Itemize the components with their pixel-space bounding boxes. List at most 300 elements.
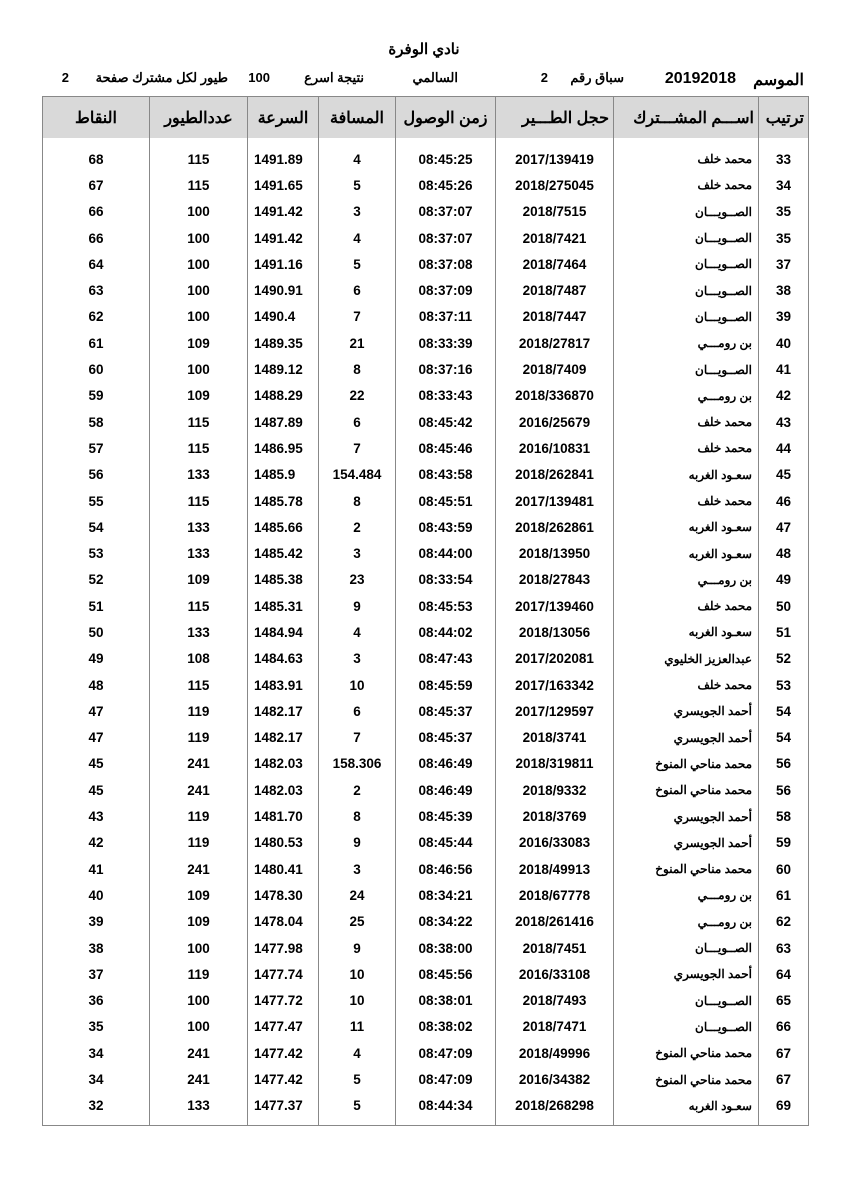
cell-speed: 1485.31	[248, 593, 319, 619]
cell-distance: 7	[319, 435, 396, 461]
cell-rank: 44	[759, 435, 809, 461]
cell-distance: 3	[319, 856, 396, 882]
cell-ring-number: 2018/262841	[496, 462, 614, 488]
season-label: الموسم	[753, 72, 804, 89]
cell-points: 50	[43, 619, 150, 645]
cell-speed: 1482.17	[248, 698, 319, 724]
cell-bird-count: 100	[150, 277, 248, 303]
table-row	[43, 277, 809, 303]
table-row	[43, 1014, 809, 1040]
cell-points: 58	[43, 409, 150, 435]
table-row	[43, 251, 809, 277]
cell-ring-number: 2018/261416	[496, 909, 614, 935]
cell-rank: 34	[759, 172, 809, 198]
cell-rank: 39	[759, 304, 809, 330]
cell-arrival-time: 08:45:44	[396, 830, 496, 856]
cell-points: 36	[43, 988, 150, 1014]
cell-member-name: الصــويـــان	[614, 304, 759, 330]
cell-speed: 1482.17	[248, 725, 319, 751]
cell-points: 38	[43, 935, 150, 961]
cell-rank: 58	[759, 803, 809, 829]
cell-rank: 59	[759, 830, 809, 856]
cell-distance: 3	[319, 199, 396, 225]
table-row	[43, 672, 809, 698]
cell-ring-number: 2018/13950	[496, 540, 614, 566]
cell-arrival-time: 08:45:37	[396, 725, 496, 751]
table-row	[43, 882, 809, 908]
cell-points: 34	[43, 1040, 150, 1066]
cell-rank: 56	[759, 751, 809, 777]
cell-rank: 63	[759, 935, 809, 961]
cell-member-name: محمد مناحي المنوخ	[614, 751, 759, 777]
cell-bird-count: 133	[150, 540, 248, 566]
cell-distance: 3	[319, 646, 396, 672]
cell-bird-count: 109	[150, 909, 248, 935]
cell-arrival-time: 08:44:34	[396, 1093, 496, 1126]
cell-arrival-time: 08:38:00	[396, 935, 496, 961]
cell-rank: 51	[759, 619, 809, 645]
cell-points: 49	[43, 646, 150, 672]
cell-distance: 154.484	[319, 462, 396, 488]
cell-rank: 62	[759, 909, 809, 935]
cell-bird-count: 100	[150, 225, 248, 251]
cell-member-name: الصــويـــان	[614, 1014, 759, 1040]
cell-distance: 6	[319, 277, 396, 303]
cell-rank: 48	[759, 540, 809, 566]
cell-speed: 1488.29	[248, 383, 319, 409]
cell-points: 37	[43, 961, 150, 987]
cell-arrival-time: 08:45:39	[396, 803, 496, 829]
cell-points: 61	[43, 330, 150, 356]
cell-ring-number: 2018/262861	[496, 514, 614, 540]
cell-ring-number: 2018/319811	[496, 751, 614, 777]
page-number: 2	[61, 70, 69, 85]
cell-distance: 6	[319, 409, 396, 435]
club-title: نادي الوفرة	[388, 41, 460, 58]
cell-distance: 10	[319, 672, 396, 698]
cell-ring-number: 2018/7421	[496, 225, 614, 251]
cell-speed: 1491.89	[248, 138, 319, 172]
table-row	[43, 383, 809, 409]
cell-bird-count: 100	[150, 988, 248, 1014]
cell-arrival-time: 08:37:16	[396, 356, 496, 382]
cell-distance: 6	[319, 698, 396, 724]
cell-rank: 69	[759, 1093, 809, 1126]
cell-arrival-time: 08:47:09	[396, 1066, 496, 1092]
race-number: 2	[540, 70, 548, 85]
cell-ring-number: 2018/7493	[496, 988, 614, 1014]
cell-member-name: محمد خلف	[614, 138, 759, 172]
result-label: نتيجة اسرع	[304, 70, 364, 85]
cell-speed: 1490.4	[248, 304, 319, 330]
cell-speed: 1481.70	[248, 803, 319, 829]
cell-distance: 9	[319, 935, 396, 961]
cell-distance: 4	[319, 138, 396, 172]
cell-member-name: أحمد الجويسري	[614, 961, 759, 987]
cell-points: 59	[43, 383, 150, 409]
cell-points: 68	[43, 138, 150, 172]
cell-member-name: الصــويـــان	[614, 251, 759, 277]
cell-arrival-time: 08:47:43	[396, 646, 496, 672]
cell-bird-count: 115	[150, 138, 248, 172]
cell-ring-number: 2018/3769	[496, 803, 614, 829]
cell-ring-number: 2016/33083	[496, 830, 614, 856]
table-row	[43, 935, 809, 961]
cell-rank: 52	[759, 646, 809, 672]
cell-speed: 1491.42	[248, 199, 319, 225]
cell-bird-count: 115	[150, 593, 248, 619]
cell-ring-number: 2017/139460	[496, 593, 614, 619]
cell-points: 62	[43, 304, 150, 330]
table-row	[43, 988, 809, 1014]
cell-rank: 47	[759, 514, 809, 540]
cell-bird-count: 100	[150, 356, 248, 382]
table-row	[43, 540, 809, 566]
cell-member-name: محمد خلف	[614, 593, 759, 619]
table-row	[43, 830, 809, 856]
cell-speed: 1485.9	[248, 462, 319, 488]
cell-distance: 8	[319, 488, 396, 514]
cell-speed: 1477.42	[248, 1066, 319, 1092]
cell-arrival-time: 08:38:02	[396, 1014, 496, 1040]
cell-distance: 158.306	[319, 751, 396, 777]
cell-bird-count: 115	[150, 409, 248, 435]
table-row	[43, 593, 809, 619]
table-row	[43, 856, 809, 882]
cell-speed: 1477.37	[248, 1093, 319, 1126]
cell-distance: 23	[319, 567, 396, 593]
cell-speed: 1485.38	[248, 567, 319, 593]
cell-member-name: محمد خلف	[614, 488, 759, 514]
cell-member-name: بن رومـــي	[614, 882, 759, 908]
cell-distance: 2	[319, 777, 396, 803]
birds-per-member-label: طيور لكل مشترك صفحة	[95, 70, 228, 85]
cell-rank: 53	[759, 672, 809, 698]
cell-bird-count: 115	[150, 435, 248, 461]
race-info-line	[44, 70, 804, 90]
cell-distance: 3	[319, 540, 396, 566]
race-location: السالمي	[412, 70, 458, 85]
cell-bird-count: 119	[150, 698, 248, 724]
cell-rank: 67	[759, 1066, 809, 1092]
season-value: 20192018	[664, 70, 736, 87]
cell-speed: 1483.91	[248, 672, 319, 698]
cell-distance: 8	[319, 356, 396, 382]
cell-rank: 33	[759, 138, 809, 172]
table-row	[43, 567, 809, 593]
cell-speed: 1484.63	[248, 646, 319, 672]
cell-points: 47	[43, 725, 150, 751]
cell-arrival-time: 08:45:59	[396, 672, 496, 698]
cell-member-name: سعـود الغربه	[614, 540, 759, 566]
cell-member-name: محمد خلف	[614, 435, 759, 461]
cell-member-name: سعـود الغربه	[614, 514, 759, 540]
cell-distance: 4	[319, 619, 396, 645]
table-row	[43, 225, 809, 251]
cell-speed: 1489.12	[248, 356, 319, 382]
cell-bird-count: 109	[150, 567, 248, 593]
cell-bird-count: 241	[150, 856, 248, 882]
col-header-member: اســـم المشـــترك	[614, 97, 759, 139]
cell-points: 63	[43, 277, 150, 303]
col-header-rank: ترتيب	[759, 97, 809, 139]
cell-arrival-time: 08:46:49	[396, 777, 496, 803]
result-count: 100	[248, 70, 270, 85]
cell-ring-number: 2018/7409	[496, 356, 614, 382]
cell-ring-number: 2016/33108	[496, 961, 614, 987]
cell-speed: 1489.35	[248, 330, 319, 356]
cell-ring-number: 2018/7447	[496, 304, 614, 330]
cell-ring-number: 2017/163342	[496, 672, 614, 698]
cell-member-name: سعـود الغربه	[614, 619, 759, 645]
cell-bird-count: 119	[150, 725, 248, 751]
cell-member-name: أحمد الجويسري	[614, 698, 759, 724]
cell-rank: 43	[759, 409, 809, 435]
cell-arrival-time: 08:45:51	[396, 488, 496, 514]
cell-member-name: محمد خلف	[614, 172, 759, 198]
cell-ring-number: 2017/202081	[496, 646, 614, 672]
cell-arrival-time: 08:44:00	[396, 540, 496, 566]
cell-distance: 4	[319, 225, 396, 251]
cell-points: 40	[43, 882, 150, 908]
table-row	[43, 777, 809, 803]
race-label: سباق رقم	[570, 70, 624, 85]
table-row	[43, 330, 809, 356]
cell-points: 67	[43, 172, 150, 198]
cell-bird-count: 108	[150, 646, 248, 672]
cell-member-name: الصــويـــان	[614, 225, 759, 251]
cell-speed: 1485.78	[248, 488, 319, 514]
cell-member-name: أحمد الجويسري	[614, 830, 759, 856]
table-row	[43, 304, 809, 330]
cell-member-name: الصــويـــان	[614, 988, 759, 1014]
col-header-points: النقاط	[43, 97, 150, 139]
cell-points: 66	[43, 199, 150, 225]
cell-points: 64	[43, 251, 150, 277]
cell-rank: 67	[759, 1040, 809, 1066]
cell-points: 55	[43, 488, 150, 514]
cell-rank: 42	[759, 383, 809, 409]
cell-arrival-time: 08:34:22	[396, 909, 496, 935]
cell-bird-count: 115	[150, 672, 248, 698]
cell-points: 51	[43, 593, 150, 619]
cell-bird-count: 241	[150, 1040, 248, 1066]
cell-points: 47	[43, 698, 150, 724]
cell-arrival-time: 08:37:09	[396, 277, 496, 303]
table-row	[43, 725, 809, 751]
cell-distance: 7	[319, 304, 396, 330]
cell-rank: 35	[759, 225, 809, 251]
cell-distance: 8	[319, 803, 396, 829]
cell-speed: 1480.53	[248, 830, 319, 856]
cell-distance: 5	[319, 1093, 396, 1126]
cell-arrival-time: 08:37:07	[396, 225, 496, 251]
cell-speed: 1480.41	[248, 856, 319, 882]
cell-rank: 65	[759, 988, 809, 1014]
cell-ring-number: 2017/129597	[496, 698, 614, 724]
cell-points: 45	[43, 777, 150, 803]
cell-distance: 5	[319, 251, 396, 277]
cell-distance: 22	[319, 383, 396, 409]
cell-speed: 1482.03	[248, 751, 319, 777]
cell-rank: 54	[759, 725, 809, 751]
cell-arrival-time: 08:46:56	[396, 856, 496, 882]
cell-bird-count: 119	[150, 830, 248, 856]
cell-member-name: بن رومـــي	[614, 909, 759, 935]
cell-rank: 41	[759, 356, 809, 382]
cell-arrival-time: 08:44:02	[396, 619, 496, 645]
cell-bird-count: 100	[150, 199, 248, 225]
cell-speed: 1491.16	[248, 251, 319, 277]
cell-bird-count: 241	[150, 1066, 248, 1092]
cell-distance: 4	[319, 1040, 396, 1066]
cell-ring-number: 2016/25679	[496, 409, 614, 435]
cell-member-name: عبدالعزيز الخليوي	[614, 646, 759, 672]
cell-member-name: بن رومـــي	[614, 330, 759, 356]
cell-ring-number: 2018/49913	[496, 856, 614, 882]
table-row	[43, 514, 809, 540]
cell-arrival-time: 08:37:07	[396, 199, 496, 225]
cell-speed: 1490.91	[248, 277, 319, 303]
cell-arrival-time: 08:45:42	[396, 409, 496, 435]
col-header-distance: المسافة	[319, 97, 396, 139]
cell-ring-number: 2018/7464	[496, 251, 614, 277]
cell-rank: 50	[759, 593, 809, 619]
cell-distance: 5	[319, 172, 396, 198]
cell-member-name: محمد خلف	[614, 672, 759, 698]
cell-bird-count: 109	[150, 383, 248, 409]
cell-bird-count: 133	[150, 514, 248, 540]
cell-points: 52	[43, 567, 150, 593]
cell-rank: 46	[759, 488, 809, 514]
cell-distance: 2	[319, 514, 396, 540]
cell-ring-number: 2018/67778	[496, 882, 614, 908]
table-row	[43, 1040, 809, 1066]
cell-ring-number: 2018/7471	[496, 1014, 614, 1040]
cell-speed: 1477.98	[248, 935, 319, 961]
cell-ring-number: 2018/7487	[496, 277, 614, 303]
cell-ring-number: 2016/10831	[496, 435, 614, 461]
cell-arrival-time: 08:33:39	[396, 330, 496, 356]
cell-bird-count: 100	[150, 304, 248, 330]
table-row	[43, 462, 809, 488]
cell-bird-count: 241	[150, 777, 248, 803]
cell-member-name: محمد خلف	[614, 409, 759, 435]
cell-speed: 1485.66	[248, 514, 319, 540]
cell-points: 34	[43, 1066, 150, 1092]
table-row	[43, 909, 809, 935]
cell-distance: 21	[319, 330, 396, 356]
cell-distance: 7	[319, 725, 396, 751]
cell-arrival-time: 08:45:25	[396, 138, 496, 172]
cell-bird-count: 119	[150, 961, 248, 987]
cell-distance: 10	[319, 961, 396, 987]
table-row	[43, 646, 809, 672]
cell-bird-count: 133	[150, 462, 248, 488]
cell-arrival-time: 08:33:43	[396, 383, 496, 409]
cell-rank: 64	[759, 961, 809, 987]
cell-arrival-time: 08:43:59	[396, 514, 496, 540]
table-row	[43, 199, 809, 225]
cell-bird-count: 133	[150, 619, 248, 645]
table-row	[43, 1066, 809, 1092]
cell-points: 45	[43, 751, 150, 777]
cell-points: 53	[43, 540, 150, 566]
cell-ring-number: 2018/13056	[496, 619, 614, 645]
cell-distance: 25	[319, 909, 396, 935]
cell-distance: 5	[319, 1066, 396, 1092]
cell-distance: 10	[319, 988, 396, 1014]
cell-bird-count: 100	[150, 1014, 248, 1040]
cell-points: 42	[43, 830, 150, 856]
cell-arrival-time: 08:33:54	[396, 567, 496, 593]
cell-bird-count: 119	[150, 803, 248, 829]
cell-speed: 1487.89	[248, 409, 319, 435]
cell-speed: 1482.03	[248, 777, 319, 803]
cell-rank: 37	[759, 251, 809, 277]
table-row	[43, 356, 809, 382]
cell-ring-number: 2018/336870	[496, 383, 614, 409]
cell-arrival-time: 08:38:01	[396, 988, 496, 1014]
cell-arrival-time: 08:43:58	[396, 462, 496, 488]
table-row	[43, 138, 809, 172]
cell-distance: 9	[319, 593, 396, 619]
cell-points: 66	[43, 225, 150, 251]
cell-distance: 24	[319, 882, 396, 908]
cell-member-name: الصــويـــان	[614, 356, 759, 382]
cell-speed: 1477.42	[248, 1040, 319, 1066]
cell-bird-count: 241	[150, 751, 248, 777]
cell-ring-number: 2018/7515	[496, 199, 614, 225]
cell-points: 56	[43, 462, 150, 488]
cell-points: 54	[43, 514, 150, 540]
cell-member-name: محمد مناحي المنوخ	[614, 856, 759, 882]
cell-speed: 1491.42	[248, 225, 319, 251]
cell-member-name: محمد مناحي المنوخ	[614, 777, 759, 803]
cell-ring-number: 2017/139419	[496, 138, 614, 172]
cell-distance: 9	[319, 830, 396, 856]
cell-speed: 1478.04	[248, 909, 319, 935]
cell-bird-count: 133	[150, 1093, 248, 1126]
cell-rank: 60	[759, 856, 809, 882]
cell-rank: 54	[759, 698, 809, 724]
cell-bird-count: 100	[150, 251, 248, 277]
cell-bird-count: 115	[150, 488, 248, 514]
cell-ring-number: 2018/27843	[496, 567, 614, 593]
table-header-row	[43, 97, 809, 139]
table-row	[43, 1093, 809, 1126]
cell-arrival-time: 08:45:46	[396, 435, 496, 461]
cell-bird-count: 109	[150, 330, 248, 356]
cell-points: 41	[43, 856, 150, 882]
cell-rank: 56	[759, 777, 809, 803]
cell-points: 35	[43, 1014, 150, 1040]
cell-points: 43	[43, 803, 150, 829]
cell-speed: 1485.42	[248, 540, 319, 566]
cell-arrival-time: 08:46:49	[396, 751, 496, 777]
cell-ring-number: 2018/7451	[496, 935, 614, 961]
table-row	[43, 172, 809, 198]
cell-member-name: الصــويـــان	[614, 199, 759, 225]
table-row	[43, 409, 809, 435]
cell-bird-count: 109	[150, 882, 248, 908]
cell-points: 32	[43, 1093, 150, 1126]
cell-arrival-time: 08:34:21	[396, 882, 496, 908]
cell-bird-count: 115	[150, 172, 248, 198]
table-row	[43, 751, 809, 777]
cell-arrival-time: 08:45:56	[396, 961, 496, 987]
cell-distance: 11	[319, 1014, 396, 1040]
